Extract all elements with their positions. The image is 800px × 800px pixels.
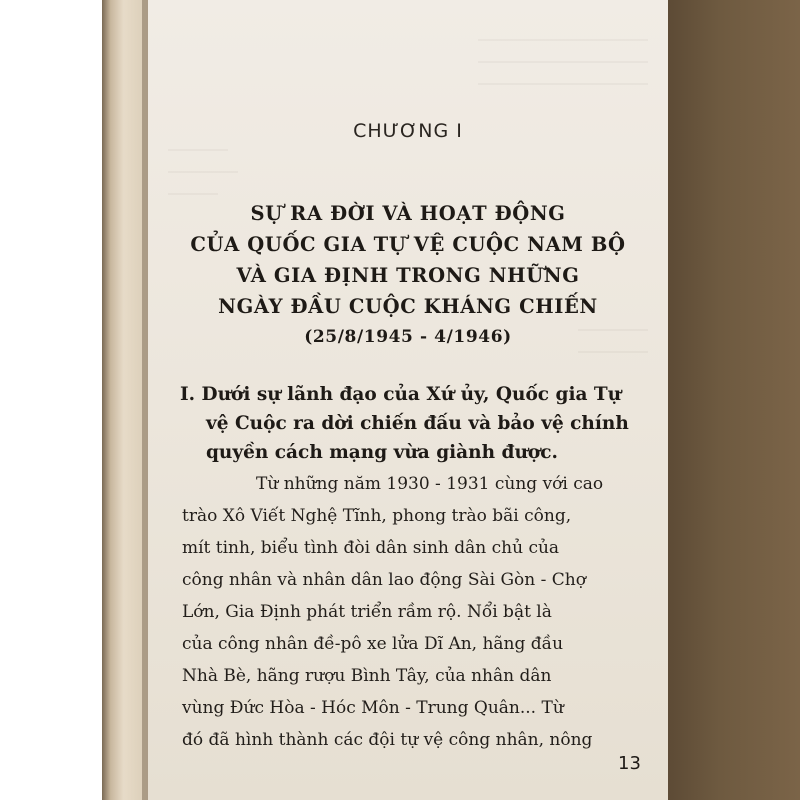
body-paragraph — [182, 468, 662, 756]
chapter-heading: CHƯƠNG I — [353, 120, 463, 142]
body-line: của công nhân đề-pô xe lửa Dĩ An, hãng đầu — [182, 634, 564, 654]
section-heading-line: vệ Cuộc ra dời chiến đấu và bảo vệ chính — [206, 413, 629, 434]
body-line: Lớn, Gia Định phát triển rầm rộ. Nổi bật là — [182, 602, 552, 622]
background-right — [666, 0, 800, 800]
section-heading-line: quyền cách mạng vừa giành được. — [206, 442, 558, 463]
chapter-title — [148, 198, 668, 353]
body-line: công nhân và nhân dân lao động Sài Gòn - Chợ — [182, 570, 586, 590]
title-line: VÀ GIA ĐỊNH TRONG NHỮNG — [236, 264, 580, 287]
page-number: 13 — [618, 753, 641, 774]
body-line: vùng Đức Hòa - Hóc Môn - Trung Quân... Từ — [182, 698, 564, 718]
body-line: Từ những năm 1930 - 1931 cùng với cao — [256, 474, 604, 494]
section-heading-line: I. Dưới sự lãnh đạo của Xứ ủy, Quốc gia Tự — [180, 384, 622, 405]
date-range: (25/8/1945 - 4/1946) — [304, 327, 512, 347]
title-line: SỰ RA ĐỜI VÀ HOẠT ĐỘNG — [250, 202, 566, 225]
body-line: mít tinh, biểu tình đòi dân sinh dân chủ của — [182, 538, 560, 558]
book-page — [148, 0, 668, 800]
body-line: đó đã hình thành các đội tự vệ công nhân, nông — [182, 730, 593, 750]
body-line: Nhà Bè, hãng rượu Bình Tây, của nhân dân — [182, 666, 552, 686]
title-line: NGÀY ĐẦU CUỘC KHÁNG CHIẾN — [218, 295, 598, 318]
section-heading — [180, 380, 660, 467]
body-line: trào Xô Viết Nghệ Tĩnh, phong trào bãi công, — [182, 506, 572, 526]
title-line: CỦA QUỐC GIA TỰ VỆ CUỘC NAM BỘ — [190, 233, 626, 256]
background-left — [0, 0, 102, 800]
